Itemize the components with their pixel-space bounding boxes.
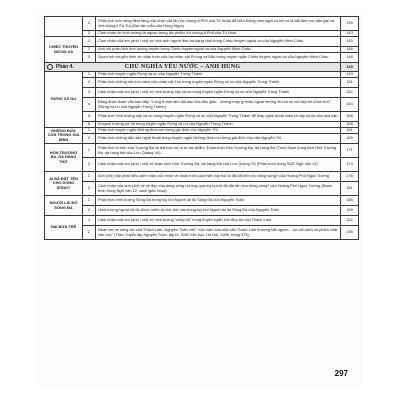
toc-row [45,196,359,206]
entry-page: 158 [341,122,359,128]
entry-page: 185 [341,196,359,206]
toc-body-bottom [45,72,359,240]
entry-number: 1 [83,72,96,78]
book-page [38,12,360,384]
entry-title: Cảm nhận của em (anh / chị) về hình tượng "sống tối" trong truyện ngắn Hai đứa trẻ của Thạch Lam [96,216,341,226]
entry-number: 2 [83,78,96,88]
entry-page: 192 [341,216,359,226]
entry-title: Cảm nhận của anh (chị) về vẻ đẹp của dòng sông Hương qua tùy bút Ai đã đặt tên cho dòng sông? của Hoàng Phủ Ngọc Tường (Đoạn trích trong Ngữ văn 12, sách giáo khoa) [96,182,341,196]
entry-page: 171 [341,144,359,158]
category-cell: HỒN TRƯƠNG BA, DA HÀNG THỊT [45,144,83,172]
entry-number: 3 [83,31,96,37]
toc-row [45,17,359,31]
entry-page: 189 [341,206,359,216]
entry-page: 154 [341,98,359,112]
entry-page: 148 [341,53,359,63]
entry-page: 145 [341,37,359,47]
entry-title: Bằng đoạn đoạn văn sau đây: "Làng ở tầm tầm đại bác của đồn giặc... không thấy gì khác ngoài những đồi xà nu nối tiếp tới chân trời." (Rừng xà nu của Nguyễn Trung Thành) [96,98,341,112]
entry-page: 152 [341,88,359,98]
category-cell: NGƯỜI LÁI ĐÒ SÔNG ĐÀ [45,196,83,216]
toc-row [45,53,359,63]
section-page: 149 [341,63,359,72]
entry-number: 1 [83,128,96,134]
entry-number: 3 [83,53,96,63]
entry-title: Hình tượng người lái đò được miêu tả như thế nào trong tùy bút Người lái đò Sông Đà của Nguyễn Tuân [96,206,341,216]
section-label: Phần 4. [56,63,74,70]
entry-title: Phân tích hình tượng Sông Đà trong tùy bút Người lái đò Sông Đà của Nguyễn Tuân [96,196,341,206]
entry-number: 1 [83,144,96,158]
toc-row [45,98,359,112]
toc-row [45,182,359,196]
entry-number: 2 [83,182,96,196]
entry-number: 1 [83,196,96,206]
toc-row [45,134,359,144]
entry-page: 195 [341,226,359,240]
entry-number: 1 [83,216,96,226]
category-cell [45,17,83,37]
toc-row [45,88,359,98]
toc-row [45,206,359,216]
entry-title: Anh chị phân tích tình huống truyện trong Chiếc thuyền ngoài xa của Nguyễn Minh Châu [96,47,341,53]
entry-title: Phân tích sức sống tiềm tàng của nhân vật Mị (Vợ chồng A Phủ của Tô Hoài) để hiểu thông cảm ngợi ca khi có bị bắt làm con dâu gạt nợ nhà thống lí Pá Tra (Bài văn mẫu của Hồng Ngọc) [96,17,341,31]
entry-page: 151 [341,78,359,88]
section-title: CHỦ NGHĨA YÊU NƯỚC – ANH HÙNG [124,63,241,70]
circle-icon [47,64,53,70]
entry-title: Phân tích truyện ngắn Rừng xà nu của Nguyễn Trung Thành [96,72,341,78]
entry-number: 1 [83,172,96,182]
entry-number: 2 [83,226,96,240]
entry-number: 2 [83,47,96,53]
entry-page: 174 [341,158,359,172]
entry-page: 165 [341,134,359,144]
entry-number: 2 [83,158,96,172]
entry-page: 156 [341,112,359,122]
entry-number: 5 [83,112,96,122]
entry-page: 139 [341,17,359,31]
entry-page: 146 [341,47,359,53]
toc-row [45,37,359,47]
entry-page: 181 [341,182,359,196]
category-cell: CHIẾC THUYỀN NGOÀI XA [45,37,83,63]
entry-title: Cảm nhận về hình tượng tả ngoan trong tác phẩm Vợ chồng A Phủ của Tô Hoài [96,31,341,37]
toc-row [45,112,359,122]
category-cell: NHỮNG ĐỨA CON TRONG GIA ĐÌNH [45,128,83,144]
toc-row [45,158,359,172]
entry-title: Phân tích bi kịch của Trương Ba và bài học rút ra từ tác phẩm. Đoạn trích Hồn Trương Ba, da hàng thịt (Trích đoạn trong kịch Hồn Trương Ba, da hàng thịt của Lưu Quang Vũ) [96,144,341,158]
entry-title: Cảm nhận của em (anh / chị) về hình tượng cây xà nu trong truyện ngắn Rừng xà nu của Nguyễn Trung Thành [96,88,341,98]
toc-section-header [45,63,359,72]
entry-title: Khuynh hướng sử thi trong truyện ngắn Rừng xà nu của Nguyễn Trung Thành [96,122,341,128]
entry-title: Phân tích hình tượng cây xà nu trong truyện ngắn Rừng xà nu của Nguyễn Trung Thành để thấy nghệ thuật miêu tả cây xà nu của nhà văn [96,112,341,122]
entry-title: Cảm nhận của em (anh / chị) về hình ảnh người đàn bà hàng chài trong Chiếc thuyền ngoài xa của Nguyễn Minh Châu [96,37,341,47]
entry-title: Nhận xét về sáng tác của Thạch Lam, Nguyễn Tuân viết: "Xúc cảm của nhà văn Thạch Lam thường bắt nguồn... sợ cốt cách và phẩm chất văn học" (Theo Tuyển tập Nguyễn Tuân, tập III, NXB Văn học, Hà Nội, 1996, trang 375) [96,226,341,240]
entry-number: 2 [83,206,96,216]
entry-title: Phân tích truyện ngắn Những đứa con trong gia đình của Nguyễn Thi [96,128,341,134]
section-row [45,63,359,72]
section-cell [45,63,341,72]
entry-page: 149 [341,72,359,78]
page-number: 297 [334,369,348,378]
entry-page: 178 [341,172,359,182]
toc-row [45,216,359,226]
entry-title: Anh (chị) hãy phát biểu cảm nhận của mình về đoạn trích của thiên tùy bút Ai đã đặt tên cho dòng sông? của Hoàng Phủ Ngọc Tường [96,172,341,182]
toc-row [45,144,359,158]
entry-number: 6 [83,122,96,128]
entry-title: Phân tích những nét tính cách của nhân vật Tnú trong truyện ngắn Rừng xà nu của Nguyễn Trung Thành [96,78,341,88]
toc-row [45,172,359,182]
toc-row [45,78,359,88]
category-cell: AI ĐÃ ĐẶT TÊN CHO DÒNG SÔNG? [45,172,83,196]
category-cell: RỪNG XÀ NU [45,72,83,128]
entry-number: 4 [83,98,96,112]
toc-row [45,226,359,240]
entry-number: 3 [83,88,96,98]
entry-number: 2 [83,17,96,31]
category-cell: HAI ĐỨA TRẺ [45,216,83,240]
entry-title: Qua trình chuyển biến về nhận thức của hai nhân vật Phùng và Đẩu trong truyện ngắn Chiếc thuyền ngoài xa của Nguyễn Minh Châu [96,53,341,63]
entry-title: Phân tích những đặc sắc nghệ thuật trong truyện ngắn Những đứa con trong gia đình của văn Nguyễn Thi [96,134,341,144]
entry-number: 1 [83,37,96,47]
entry-title: Cảm nhận của em (anh / chị) về đoạn kịch Hồn Trương Ba, da hàng thịt của Lưu Quang Vũ (Phần trích trong SGK Ngữ văn 12) [96,158,341,172]
entry-number: 2 [83,134,96,144]
table-of-contents [44,16,359,240]
entry-page: 143 [341,31,359,37]
toc-body-top [45,17,359,63]
entry-page: 161 [341,128,359,134]
